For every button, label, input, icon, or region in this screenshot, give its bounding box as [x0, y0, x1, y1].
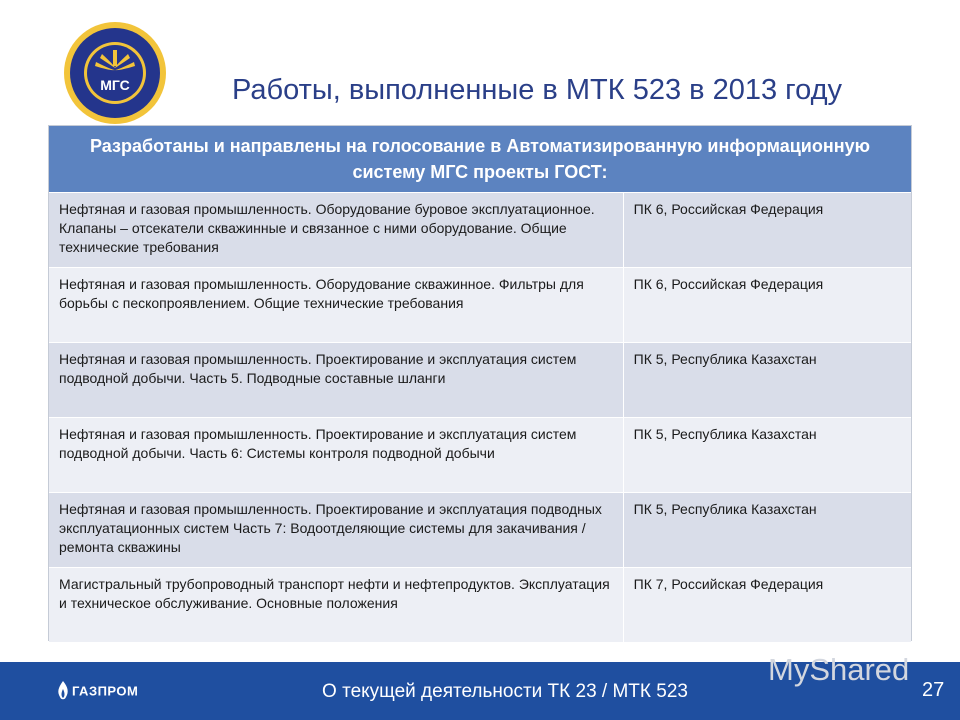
gost-table — [48, 125, 912, 641]
watermark: MyShared — [768, 652, 910, 687]
standard-name-cell: Нефтяная и газовая промышленность. Оборудование скважинное. Фильтры для борьбы с пескопроявлением. Общие технические требования — [59, 276, 584, 311]
table-row — [49, 267, 911, 342]
committee-cell: ПК 6, Российская Федерация — [623, 193, 911, 267]
mgs-logo — [62, 20, 168, 126]
table-row — [49, 567, 911, 642]
committee-cell: ПК 5, Республика Казахстан — [623, 418, 911, 492]
footer-text: О текущей деятельности ТК 23 / МТК 523 — [322, 681, 688, 702]
committee-cell: ПК 5, Республика Казахстан — [623, 343, 911, 417]
standard-name-cell: Нефтяная и газовая промышленность. Проектирование и эксплуатация подводных эксплуатационных систем Часть 7: Водоотделяющие системы для закачивания / ремонта скважины — [59, 501, 602, 555]
committee-cell: ПК 6, Российская Федерация — [623, 268, 911, 342]
standard-name-cell: Нефтяная и газовая промышленность. Проектирование и эксплуатация систем подводной добычи. Часть 6: Системы контроля подводной добычи — [59, 426, 577, 461]
committee-cell: ПК 7, Российская Федерация — [623, 568, 911, 642]
table-row — [49, 417, 911, 492]
standard-name-cell: Нефтяная и газовая промышленность. Проектирование и эксплуатация систем подводной добычи. Часть 5. Подводные составные шланги — [59, 351, 577, 386]
gazprom-wordmark: ГАЗПРОМ — [72, 683, 139, 699]
slide-title: Работы, выполненные в МТК 523 в 2013 году — [232, 74, 843, 106]
table-row — [49, 342, 911, 417]
logo-label: МГС — [100, 77, 130, 93]
page-number: 27 — [922, 679, 945, 701]
table-row — [49, 492, 911, 567]
table-row — [49, 192, 911, 267]
committee-cell: ПК 5, Республика Казахстан — [623, 493, 911, 567]
table-header: Разработаны и направлены на голосование в Автоматизированную информационную систему МГС проекты ГОСТ: — [49, 126, 911, 192]
standard-name-cell: Магистральный трубопроводный транспорт нефти и нефтепродуктов. Эксплуатация и техническое обслуживание. Основные положения — [59, 576, 610, 611]
standard-name-cell: Нефтяная и газовая промышленность. Оборудование буровое эксплуатационное. Клапаны – отсекатели скважинные и связанное с ними оборудование. Общие технические требования — [59, 201, 595, 255]
